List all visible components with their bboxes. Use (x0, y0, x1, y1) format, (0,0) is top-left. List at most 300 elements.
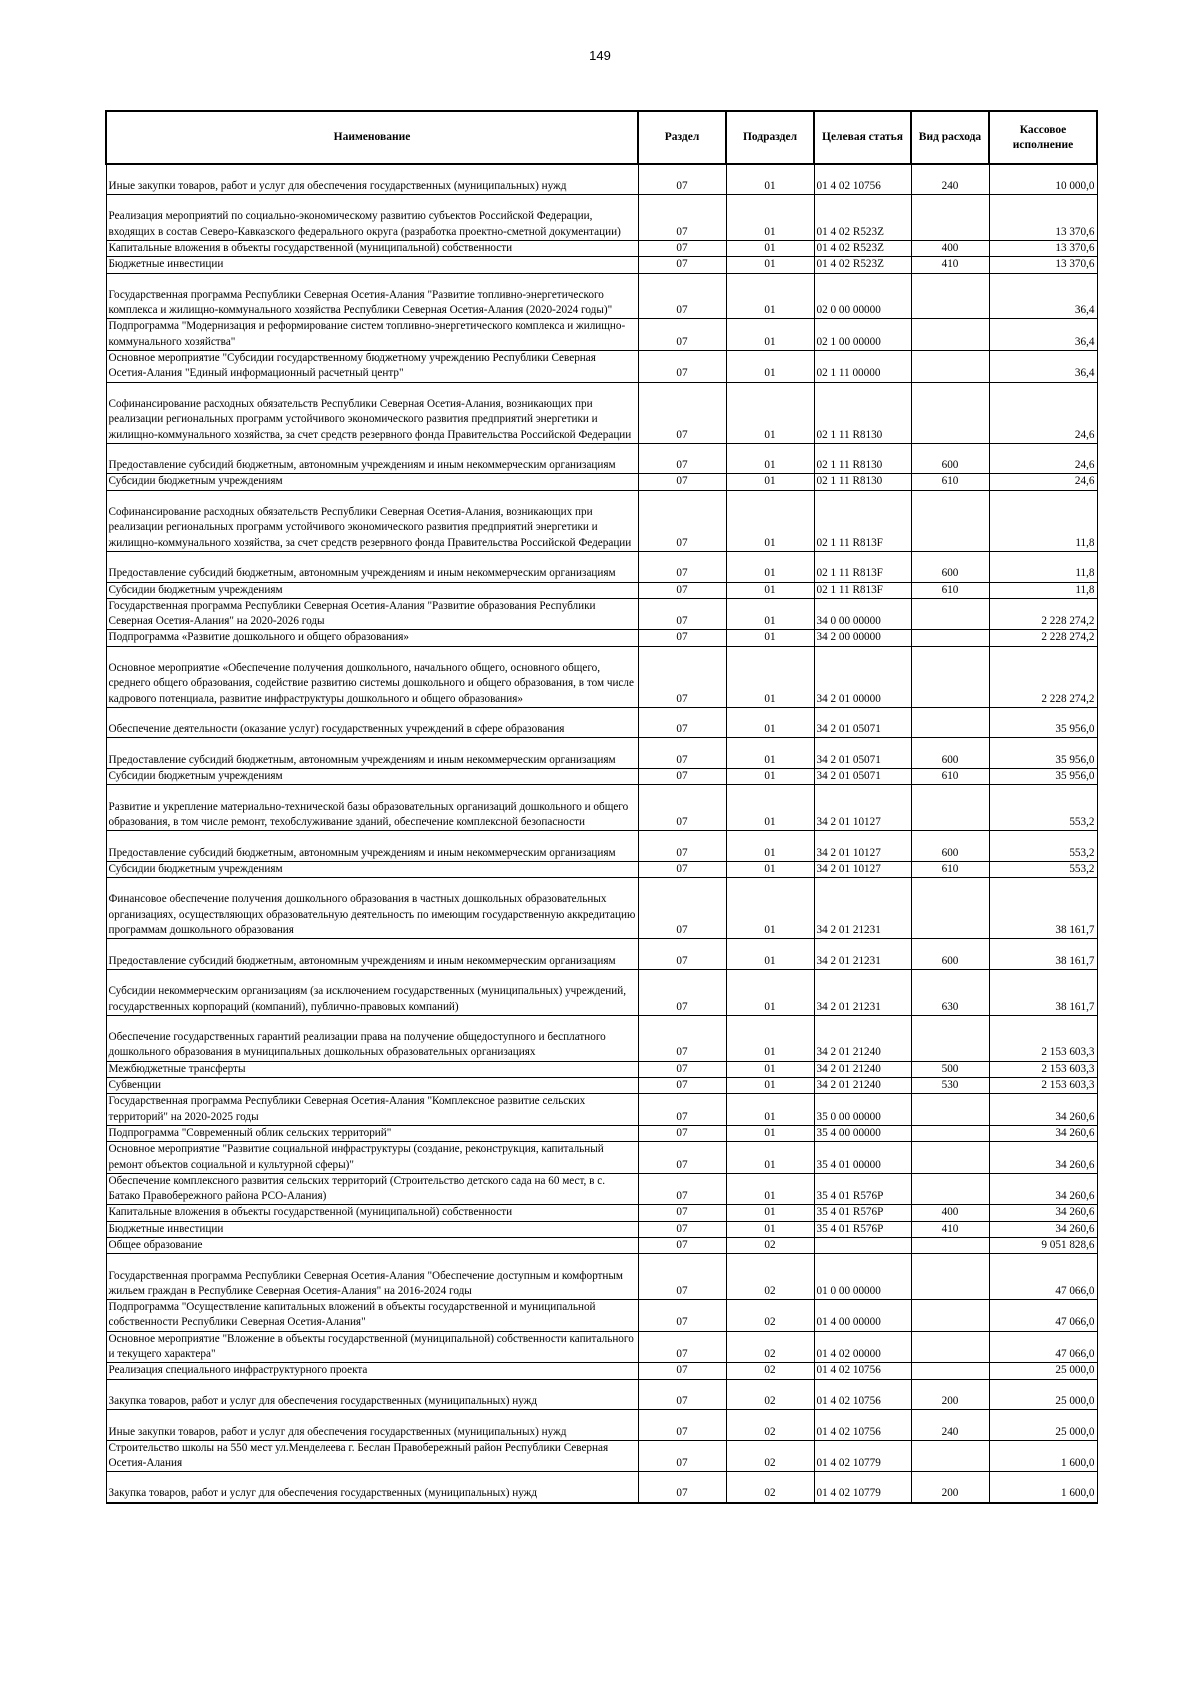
row-podrazdel: 02 (726, 1472, 814, 1503)
row-target-article: 34 2 01 10127 (814, 831, 911, 862)
row-amount: 13 370,6 (989, 257, 1097, 273)
row-name: Подпрограмма «Развитие дошкольного и общего образования» (106, 630, 638, 646)
row-name: Субвенции (106, 1078, 638, 1094)
row-razdel: 07 (638, 707, 726, 738)
row-expense-type: 200 (911, 1379, 989, 1410)
table-row (106, 551, 1097, 582)
row-name: Предоставление субсидий бюджетным, автономным учреждениям и иным некоммерческим организациям (106, 443, 638, 474)
row-target-article: 34 2 01 21240 (814, 1061, 911, 1077)
row-expense-type (911, 878, 989, 939)
row-podrazdel: 01 (726, 240, 814, 256)
row-amount: 47 066,0 (989, 1300, 1097, 1332)
row-amount: 13 370,6 (989, 195, 1097, 241)
row-podrazdel: 01 (726, 831, 814, 862)
row-expense-type: 600 (911, 831, 989, 862)
row-razdel: 07 (638, 1221, 726, 1237)
row-razdel: 07 (638, 878, 726, 939)
table-row (106, 861, 1097, 877)
row-razdel: 07 (638, 1331, 726, 1363)
row-expense-type: 600 (911, 551, 989, 582)
table-row (106, 240, 1097, 256)
row-name: Общее образование (106, 1237, 638, 1253)
row-podrazdel: 02 (726, 1331, 814, 1363)
row-target-article: 02 0 00 00000 (814, 273, 911, 319)
row-name: Государственная программа Республики Северная Осетия-Алания "Комплексное развитие сельских территорий" на 2020-2025 годы (106, 1094, 638, 1126)
row-target-article: 02 1 11 00000 (814, 351, 911, 383)
table-row (106, 1379, 1097, 1410)
row-podrazdel: 01 (726, 646, 814, 707)
row-name: Развитие и укрепление материально-технической базы образовательных организаций дошкольного и общего образования, в том числе ремонт, техобслуживание зданий, обеспечение комплексной безопасности (106, 785, 638, 831)
row-amount: 553,2 (989, 861, 1097, 877)
row-amount: 34 260,6 (989, 1205, 1097, 1221)
row-name: Межбюджетные трансферты (106, 1061, 638, 1077)
row-amount: 553,2 (989, 831, 1097, 862)
row-podrazdel: 01 (726, 257, 814, 273)
row-amount: 36,4 (989, 273, 1097, 319)
row-podrazdel: 01 (726, 738, 814, 769)
row-expense-type: 610 (911, 474, 989, 490)
row-podrazdel: 02 (726, 1300, 814, 1332)
table-row (106, 1173, 1097, 1205)
row-name: Строительство школы на 550 мест ул.Менделеева г. Беслан Правобережный район Республики Северная Осетия-Алания (106, 1440, 638, 1472)
row-name: Иные закупки товаров, работ и услуг для обеспечения государственных (муниципальных) нужд (106, 1410, 638, 1441)
table-row (106, 1237, 1097, 1253)
row-razdel: 07 (638, 164, 726, 195)
table-row (106, 646, 1097, 707)
row-target-article: 35 0 00 00000 (814, 1094, 911, 1126)
row-podrazdel: 01 (726, 474, 814, 490)
row-razdel: 07 (638, 831, 726, 862)
row-podrazdel: 01 (726, 490, 814, 551)
row-razdel: 07 (638, 1300, 726, 1332)
row-name: Предоставление субсидий бюджетным, автономным учреждениям и иным некоммерческим организациям (106, 831, 638, 862)
row-name: Субсидии бюджетным учреждениям (106, 582, 638, 598)
row-podrazdel: 01 (726, 319, 814, 351)
row-razdel: 07 (638, 1237, 726, 1253)
row-target-article: 01 4 02 10756 (814, 1363, 911, 1379)
row-amount: 2 153 603,3 (989, 1078, 1097, 1094)
table-row (106, 1331, 1097, 1363)
row-expense-type: 600 (911, 738, 989, 769)
row-razdel: 07 (638, 1363, 726, 1379)
row-target-article: 02 1 11 R8130 (814, 474, 911, 490)
row-expense-type (911, 630, 989, 646)
row-name: Бюджетные инвестиции (106, 257, 638, 273)
row-name: Подпрограмма "Современный облик сельских территорий" (106, 1125, 638, 1141)
row-target-article: 02 1 11 R8130 (814, 443, 911, 474)
row-target-article (814, 1237, 911, 1253)
row-amount: 2 153 603,3 (989, 1015, 1097, 1061)
row-expense-type: 610 (911, 769, 989, 785)
row-name: Реализация специального инфраструктурного проекта (106, 1363, 638, 1379)
row-amount: 34 260,6 (989, 1125, 1097, 1141)
row-razdel: 07 (638, 257, 726, 273)
table-row (106, 351, 1097, 383)
row-target-article: 01 0 00 00000 (814, 1254, 911, 1300)
row-name: Обеспечение деятельности (оказание услуг) государственных учреждений в сфере образования (106, 707, 638, 738)
row-podrazdel: 01 (726, 1205, 814, 1221)
row-name: Реализация мероприятий по социально-экономическому развитию субъектов Российской Федерации, входящих в состав Северо-Кавказского федерального округа (разработка проектно-сметной документации) (106, 195, 638, 241)
row-podrazdel: 01 (726, 551, 814, 582)
row-name: Государственная программа Республики Северная Осетия-Алания "Обеспечение доступным и комфортным жильем граждан в Республике Северная Осетия-Алания" на 2016-2024 годы (106, 1254, 638, 1300)
budget-table (105, 110, 1098, 1504)
row-amount: 24,6 (989, 474, 1097, 490)
table-row (106, 1061, 1097, 1077)
row-target-article: 34 2 01 21240 (814, 1078, 911, 1094)
row-podrazdel: 01 (726, 1125, 814, 1141)
row-amount: 34 260,6 (989, 1142, 1097, 1174)
row-razdel: 07 (638, 1094, 726, 1126)
row-amount: 35 956,0 (989, 738, 1097, 769)
row-expense-type: 240 (911, 164, 989, 195)
row-podrazdel: 01 (726, 785, 814, 831)
row-target-article: 35 4 00 00000 (814, 1125, 911, 1141)
row-podrazdel: 02 (726, 1237, 814, 1253)
row-amount: 9 051 828,6 (989, 1237, 1097, 1253)
row-razdel: 07 (638, 939, 726, 970)
row-target-article: 34 2 01 21231 (814, 969, 911, 1015)
table-row (106, 831, 1097, 862)
row-name: Капитальные вложения в объекты государственной (муниципальной) собственности (106, 240, 638, 256)
table-row (106, 1125, 1097, 1141)
table-row (106, 1254, 1097, 1300)
row-expense-type (911, 1254, 989, 1300)
table-row (106, 273, 1097, 319)
row-razdel: 07 (638, 273, 726, 319)
table-row (106, 878, 1097, 939)
row-name: Подпрограмма "Осуществление капитальных вложений в объекты государственной и муниципальной собственности Республики Северная Осетия-Алания" (106, 1300, 638, 1332)
table-row (106, 769, 1097, 785)
table-row (106, 164, 1097, 195)
table-row (106, 490, 1097, 551)
row-amount: 1 600,0 (989, 1472, 1097, 1503)
table-row (106, 1440, 1097, 1472)
row-razdel: 07 (638, 474, 726, 490)
table-row (106, 707, 1097, 738)
row-target-article: 01 4 02 10756 (814, 1379, 911, 1410)
row-expense-type (911, 1015, 989, 1061)
row-expense-type (911, 1237, 989, 1253)
row-target-article: 35 4 01 R576P (814, 1173, 911, 1205)
row-target-article: 34 2 01 05071 (814, 769, 911, 785)
row-podrazdel: 02 (726, 1254, 814, 1300)
row-expense-type (911, 1363, 989, 1379)
row-target-article: 34 2 01 10127 (814, 785, 911, 831)
row-name: Основное мероприятие "Вложение в объекты государственной (муниципальной) собственности капитального и текущего характера" (106, 1331, 638, 1363)
row-podrazdel: 01 (726, 1173, 814, 1205)
row-expense-type: 410 (911, 1221, 989, 1237)
row-amount: 2 228 274,2 (989, 598, 1097, 630)
row-podrazdel: 01 (726, 1015, 814, 1061)
row-amount: 2 228 274,2 (989, 646, 1097, 707)
row-podrazdel: 01 (726, 861, 814, 877)
row-name: Подпрограмма "Модернизация и реформирование систем топливно-энергетического комплекса и жилищно-коммунального хозяйства" (106, 319, 638, 351)
row-expense-type (911, 1331, 989, 1363)
row-expense-type: 600 (911, 443, 989, 474)
row-podrazdel: 01 (726, 878, 814, 939)
row-amount: 11,8 (989, 582, 1097, 598)
row-razdel: 07 (638, 646, 726, 707)
row-podrazdel: 01 (726, 164, 814, 195)
table-row (106, 1363, 1097, 1379)
row-razdel: 07 (638, 738, 726, 769)
row-amount: 34 260,6 (989, 1221, 1097, 1237)
row-amount: 36,4 (989, 351, 1097, 383)
table-row (106, 443, 1097, 474)
row-razdel: 07 (638, 1015, 726, 1061)
table-row (106, 630, 1097, 646)
row-target-article: 34 2 00 00000 (814, 630, 911, 646)
table-row (106, 939, 1097, 970)
row-razdel: 07 (638, 969, 726, 1015)
row-razdel: 07 (638, 443, 726, 474)
row-name: Обеспечение государственных гарантий реализации права на получение общедоступного и бесплатного дошкольного образования в муниципальных дошкольных образовательных организациях (106, 1015, 638, 1061)
table-row (106, 1221, 1097, 1237)
row-amount: 10 000,0 (989, 164, 1097, 195)
row-razdel: 07 (638, 582, 726, 598)
row-expense-type (911, 1173, 989, 1205)
row-expense-type: 400 (911, 1205, 989, 1221)
row-name: Бюджетные инвестиции (106, 1221, 638, 1237)
row-name: Субсидии бюджетным учреждениям (106, 861, 638, 877)
row-podrazdel: 01 (726, 769, 814, 785)
row-podrazdel: 02 (726, 1440, 814, 1472)
row-expense-type (911, 1125, 989, 1141)
row-expense-type (911, 382, 989, 443)
table-row (106, 582, 1097, 598)
row-name: Основное мероприятие "Развитие социальной инфраструктуры (создание, реконструкция, капитальный ремонт объектов социальной и культурной сферы)" (106, 1142, 638, 1174)
row-name: Закупка товаров, работ и услуг для обеспечения государственных (муниципальных) нужд (106, 1472, 638, 1503)
row-amount: 47 066,0 (989, 1254, 1097, 1300)
row-expense-type (911, 490, 989, 551)
table-row (106, 1300, 1097, 1332)
row-expense-type: 610 (911, 582, 989, 598)
row-name: Софинансирование расходных обязательств Республики Северная Осетия-Алания, возникающих при реализации региональных программ устойчивого экономического развития предприятий энергетики и жилищно-коммунального хозяйства, за счет средств резервного фонда Правительства Российской Федерации (106, 382, 638, 443)
table-row (106, 319, 1097, 351)
table-header-row (106, 111, 1097, 164)
row-razdel: 07 (638, 769, 726, 785)
row-expense-type (911, 1300, 989, 1332)
row-target-article: 35 4 01 00000 (814, 1142, 911, 1174)
header-expense-type: Вид расхода (911, 111, 989, 164)
row-target-article: 34 2 01 05071 (814, 738, 911, 769)
table-row (106, 738, 1097, 769)
row-target-article: 34 2 01 21231 (814, 939, 911, 970)
row-target-article: 01 4 02 R523Z (814, 240, 911, 256)
row-name: Субсидии бюджетным учреждениям (106, 474, 638, 490)
table-row (106, 1078, 1097, 1094)
row-podrazdel: 02 (726, 1379, 814, 1410)
row-razdel: 07 (638, 1472, 726, 1503)
row-amount: 11,8 (989, 490, 1097, 551)
row-expense-type: 410 (911, 257, 989, 273)
row-target-article: 02 1 11 R8130 (814, 382, 911, 443)
row-razdel: 07 (638, 1440, 726, 1472)
row-name: Основное мероприятие «Обеспечение получения дошкольного, начального общего, основного общего, среднего общего образования, содействие развитию системы дошкольного и общего образования, в том числе кадрового потенциала, развитие инфраструктуры дошкольного и общего образования» (106, 646, 638, 707)
row-expense-type (911, 707, 989, 738)
row-name: Капитальные вложения в объекты государственной (муниципальной) собственности (106, 1205, 638, 1221)
row-amount: 38 161,7 (989, 939, 1097, 970)
row-razdel: 07 (638, 1410, 726, 1441)
row-expense-type (911, 1440, 989, 1472)
row-target-article: 01 4 00 00000 (814, 1300, 911, 1332)
header-razdel: Раздел (638, 111, 726, 164)
row-podrazdel: 01 (726, 1078, 814, 1094)
table-row (106, 1015, 1097, 1061)
row-amount: 25 000,0 (989, 1410, 1097, 1441)
row-expense-type (911, 195, 989, 241)
row-expense-type (911, 1142, 989, 1174)
row-target-article: 34 2 01 10127 (814, 861, 911, 877)
row-name: Государственная программа Республики Северная Осетия-Алания "Развитие топливно-энергетического комплекса и жилищно-коммунального хозяйства Республики Северная Осетия-Алания (2020-2024 годы)" (106, 273, 638, 319)
row-razdel: 07 (638, 551, 726, 582)
row-expense-type: 240 (911, 1410, 989, 1441)
row-target-article: 01 4 02 R523Z (814, 195, 911, 241)
table-row (106, 1472, 1097, 1503)
row-podrazdel: 01 (726, 1061, 814, 1077)
row-amount: 47 066,0 (989, 1331, 1097, 1363)
table-row (106, 474, 1097, 490)
table-row (106, 1142, 1097, 1174)
row-expense-type: 200 (911, 1472, 989, 1503)
header-name: Наименование (106, 111, 638, 164)
row-amount: 38 161,7 (989, 878, 1097, 939)
row-target-article: 34 2 01 05071 (814, 707, 911, 738)
row-podrazdel: 02 (726, 1410, 814, 1441)
row-target-article: 34 2 01 21240 (814, 1015, 911, 1061)
row-razdel: 07 (638, 1173, 726, 1205)
row-amount: 13 370,6 (989, 240, 1097, 256)
row-name: Предоставление субсидий бюджетным, автономным учреждениям и иным некоммерческим организациям (106, 738, 638, 769)
row-target-article: 01 4 02 10756 (814, 164, 911, 195)
table-row (106, 1094, 1097, 1126)
row-name: Субсидии бюджетным учреждениям (106, 769, 638, 785)
header-target-article: Целевая статья (814, 111, 911, 164)
row-name: Субсидии некоммерческим организациям (за исключением государственных (муниципальных) учреждений, государственных корпораций (компаний), публично-правовых компаний) (106, 969, 638, 1015)
row-amount: 35 956,0 (989, 707, 1097, 738)
row-podrazdel: 01 (726, 630, 814, 646)
row-podrazdel: 01 (726, 939, 814, 970)
table-row (106, 1205, 1097, 1221)
table-row (106, 195, 1097, 241)
row-amount: 2 228 274,2 (989, 630, 1097, 646)
row-amount: 1 600,0 (989, 1440, 1097, 1472)
header-podrazdel: Подраздел (726, 111, 814, 164)
row-amount: 24,6 (989, 443, 1097, 474)
row-razdel: 07 (638, 1142, 726, 1174)
row-expense-type (911, 646, 989, 707)
row-name: Софинансирование расходных обязательств Республики Северная Осетия-Алания, возникающих при реализации региональных программ устойчивого экономического развития предприятий энергетики и жилищно-коммунального хозяйства, за счет средств резервного фонда Правительства Российской Федерации (106, 490, 638, 551)
row-podrazdel: 01 (726, 382, 814, 443)
row-expense-type: 530 (911, 1078, 989, 1094)
row-podrazdel: 01 (726, 598, 814, 630)
row-expense-type (911, 1094, 989, 1126)
row-expense-type (911, 319, 989, 351)
row-podrazdel: 01 (726, 969, 814, 1015)
row-razdel: 07 (638, 490, 726, 551)
row-target-article: 01 4 02 00000 (814, 1331, 911, 1363)
row-name: Государственная программа Республики Северная Осетия-Алания "Развитие образования Республики Северная Осетия-Алания" на 2020-2026 годы (106, 598, 638, 630)
row-razdel: 07 (638, 1379, 726, 1410)
row-name: Иные закупки товаров, работ и услуг для обеспечения государственных (муниципальных) нужд (106, 164, 638, 195)
row-expense-type (911, 351, 989, 383)
row-amount: 25 000,0 (989, 1379, 1097, 1410)
row-target-article: 34 2 01 00000 (814, 646, 911, 707)
table-row (106, 598, 1097, 630)
row-razdel: 07 (638, 195, 726, 241)
table-body (106, 164, 1097, 1503)
row-target-article: 34 0 00 00000 (814, 598, 911, 630)
row-razdel: 07 (638, 1125, 726, 1141)
row-razdel: 07 (638, 319, 726, 351)
row-target-article: 35 4 01 R576P (814, 1205, 911, 1221)
row-razdel: 07 (638, 598, 726, 630)
row-expense-type: 600 (911, 939, 989, 970)
row-expense-type: 610 (911, 861, 989, 877)
row-amount: 2 153 603,3 (989, 1061, 1097, 1077)
row-amount: 34 260,6 (989, 1094, 1097, 1126)
row-amount: 36,4 (989, 319, 1097, 351)
row-podrazdel: 01 (726, 443, 814, 474)
row-podrazdel: 01 (726, 1221, 814, 1237)
table-row (106, 969, 1097, 1015)
row-name: Основное мероприятие "Субсидии государственному бюджетному учреждению Республики Северная Осетия-Алания "Единый информационный расчетный центр" (106, 351, 638, 383)
row-amount: 11,8 (989, 551, 1097, 582)
row-target-article: 01 4 02 10779 (814, 1472, 911, 1503)
row-target-article: 01 4 02 10756 (814, 1410, 911, 1441)
row-amount: 34 260,6 (989, 1173, 1097, 1205)
row-target-article: 02 1 11 R813F (814, 582, 911, 598)
row-target-article: 01 4 02 R523Z (814, 257, 911, 273)
row-name: Предоставление субсидий бюджетным, автономным учреждениям и иным некоммерческим организациям (106, 939, 638, 970)
row-podrazdel: 01 (726, 1094, 814, 1126)
row-target-article: 02 1 11 R813F (814, 551, 911, 582)
row-expense-type: 500 (911, 1061, 989, 1077)
row-expense-type (911, 598, 989, 630)
row-amount: 24,6 (989, 382, 1097, 443)
row-razdel: 07 (638, 382, 726, 443)
row-amount: 25 000,0 (989, 1363, 1097, 1379)
row-razdel: 07 (638, 1078, 726, 1094)
row-razdel: 07 (638, 1254, 726, 1300)
row-target-article: 35 4 01 R576P (814, 1221, 911, 1237)
row-razdel: 07 (638, 1061, 726, 1077)
row-podrazdel: 01 (726, 195, 814, 241)
table-row (106, 382, 1097, 443)
row-target-article: 01 4 02 10779 (814, 1440, 911, 1472)
row-expense-type: 400 (911, 240, 989, 256)
row-podrazdel: 01 (726, 707, 814, 738)
row-amount: 553,2 (989, 785, 1097, 831)
row-podrazdel: 01 (726, 273, 814, 319)
row-expense-type (911, 785, 989, 831)
table-row (106, 1410, 1097, 1441)
row-podrazdel: 01 (726, 351, 814, 383)
row-razdel: 07 (638, 785, 726, 831)
row-expense-type (911, 273, 989, 319)
row-amount: 38 161,7 (989, 969, 1097, 1015)
page-number: 149 (589, 48, 611, 63)
row-podrazdel: 02 (726, 1363, 814, 1379)
row-amount: 35 956,0 (989, 769, 1097, 785)
row-target-article: 34 2 01 21231 (814, 878, 911, 939)
row-expense-type: 630 (911, 969, 989, 1015)
row-target-article: 02 1 00 00000 (814, 319, 911, 351)
table-row (106, 785, 1097, 831)
row-razdel: 07 (638, 351, 726, 383)
row-podrazdel: 01 (726, 582, 814, 598)
row-razdel: 07 (638, 861, 726, 877)
